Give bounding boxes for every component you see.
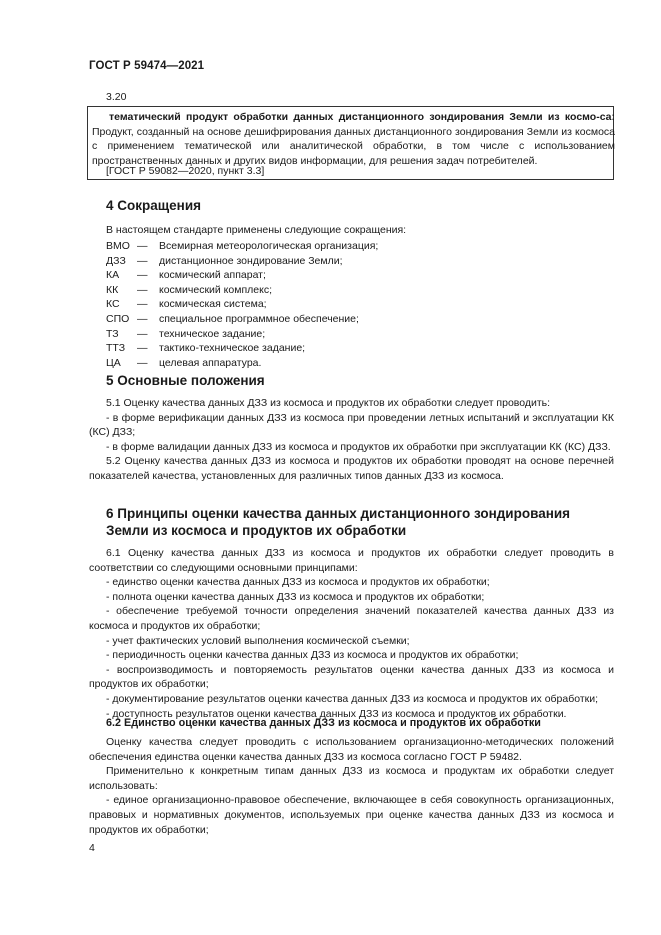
principle-item: - доступность результатов оценки качества данных ДЗЗ из космоса и продуктов их обработки.	[106, 707, 567, 720]
principle-item: - полнота оценки качества данных ДЗЗ из космоса и продуктов их обработки;	[106, 590, 485, 603]
term-number: 3.20	[106, 91, 127, 103]
abbreviation-dash: —	[137, 254, 148, 267]
section-5-p2: - в форме верификации данных ДЗЗ из космоса при проведении летных испытаний и эксплуатации КК (КС) ДЗЗ;	[89, 411, 614, 439]
section-6-title: 6 Принципы оценки качества данных дистанционного зондирования Земли из космоса и продуктов их обработки	[106, 506, 571, 538]
section-6-2-title: 6.2 Единство оценки качества данных ДЗЗ из космоса и продуктов их обработки	[106, 717, 541, 729]
abbreviation-dash: —	[137, 342, 148, 355]
section-6-2-p1: Оценку качества следует проводить с использованием организационно-методических положений обеспечения единства оценки качества данных ДЗЗ из космоса согласно ГОСТ Р 59482.	[89, 736, 614, 763]
abbreviation-code: ТЗ	[106, 327, 119, 340]
abbreviation-code: КА	[106, 269, 120, 282]
abbreviation-dash: —	[137, 313, 148, 325]
abbreviation-dash: —	[137, 356, 148, 369]
section-5-p4: 5.2 Оценку качества данных ДЗЗ из космоса и продуктов их обработки проводят на основе перечней показателей качества, установленных для различных типов данных ДЗЗ из космоса.	[89, 455, 614, 482]
section-5-body	[89, 396, 614, 484]
abbreviation-code: ТТЗ	[106, 342, 126, 355]
abbreviation-code: ДЗЗ	[106, 254, 126, 267]
principle-item: - периодичность оценки качества данных ДЗЗ из космоса и продуктов их обработки;	[106, 649, 519, 662]
abbreviation-definition: космический аппарат;	[159, 269, 266, 282]
abbreviation-code: СПО	[106, 313, 130, 325]
page-number: 4	[89, 842, 95, 854]
term-reference: [ГОСТ Р 59082—2020, пункт 3.3]	[106, 165, 265, 177]
section-5-p1: 5.1 Оценку качества данных ДЗЗ из космоса и продуктов их обработки следует проводить:	[106, 397, 551, 409]
abbreviation-dash: —	[137, 298, 148, 311]
section-5-p3: - в форме валидации данных ДЗЗ из космоса и продуктов их обработки при эксплуатации КК (КС) ДЗЗ.	[106, 440, 611, 453]
abbreviation-dash: —	[137, 240, 148, 252]
abbreviation-dash: —	[137, 283, 148, 296]
principle-item: - воспроизводимость и повторяемость результатов оценки качества данных ДЗЗ из космоса и продуктов их обработки;	[89, 663, 614, 691]
section-6-2-body	[89, 735, 614, 837]
section-6-2-p3: - единое организационно-правовое обеспечение, включающее в себя совокупность организационных, правовых и нормативных документов, используемых при оценке качества данных ДЗЗ из космоса и продуктов их обработки;	[89, 794, 614, 836]
section-5-title: 5 Основные положения	[106, 373, 265, 388]
document-header: ГОСТ Р 59474—2021	[89, 60, 205, 72]
section-6-2-p2: Применительно к конкретным типам данных ДЗЗ из космоса и продуктам их обработки следует использовать:	[89, 765, 614, 792]
abbreviation-definition: тактико-техническое задание;	[159, 342, 306, 355]
principle-item: - обеспечение требуемой точности определения значений показателей качества данных ДЗЗ из космоса и продуктов их обработки;	[89, 605, 614, 632]
abbreviation-definition: космический комплекс;	[159, 283, 272, 296]
abbreviation-code: КС	[106, 298, 120, 311]
principle-item: - учет фактических условий выполнения космической съемки;	[106, 634, 410, 647]
abbreviation-dash: —	[137, 327, 148, 340]
principle-item: - единство оценки качества данных ДЗЗ из космоса и продуктов их обработки;	[106, 576, 490, 589]
abbreviation-definition: специальное программное обеспечение;	[159, 313, 359, 325]
section-4-title: 4 Сокращения	[106, 198, 201, 213]
abbreviation-definition: целевая аппаратура.	[159, 356, 262, 369]
principle-item: - документирование результатов оценки качества данных ДЗЗ из космоса и продуктов их обработки;	[106, 692, 599, 705]
section-4-intro: В настоящем стандарте применены следующие сокращения:	[106, 224, 407, 236]
abbreviation-code: КК	[106, 283, 119, 296]
abbreviation-definition: техническое задание;	[159, 327, 266, 340]
abbreviation-code: ЦА	[106, 356, 121, 369]
abbreviation-code: ВМО	[106, 240, 130, 252]
term-definition-text	[92, 110, 615, 168]
abbreviation-definition: дистанционное зондирование Земли;	[159, 254, 343, 267]
section-6-principles-list	[89, 575, 614, 721]
section-6-intro: 6.1 Оценку качества данных ДЗЗ из космоса и продуктов их обработки следует проводить в соответствии со следующими основными принципами:	[89, 547, 614, 574]
term-name: тематический продукт обработки данных дистанционного зондирования Земли из космо-са:	[109, 111, 615, 123]
section-6-body	[89, 546, 614, 721]
abbreviation-definition: Всемирная метеорологическая организация;	[159, 240, 379, 252]
abbreviation-dash: —	[137, 269, 148, 282]
term-definition: Продукт, созданный на основе дешифрирования данных дистанционного зондирования Земли из космоса с применением тематической или аналитической обработки, в том числе с использованием пространственных данных и других видов информации, для решения задач потребителей.	[92, 125, 615, 167]
abbreviation-definition: космическая система;	[159, 298, 267, 311]
